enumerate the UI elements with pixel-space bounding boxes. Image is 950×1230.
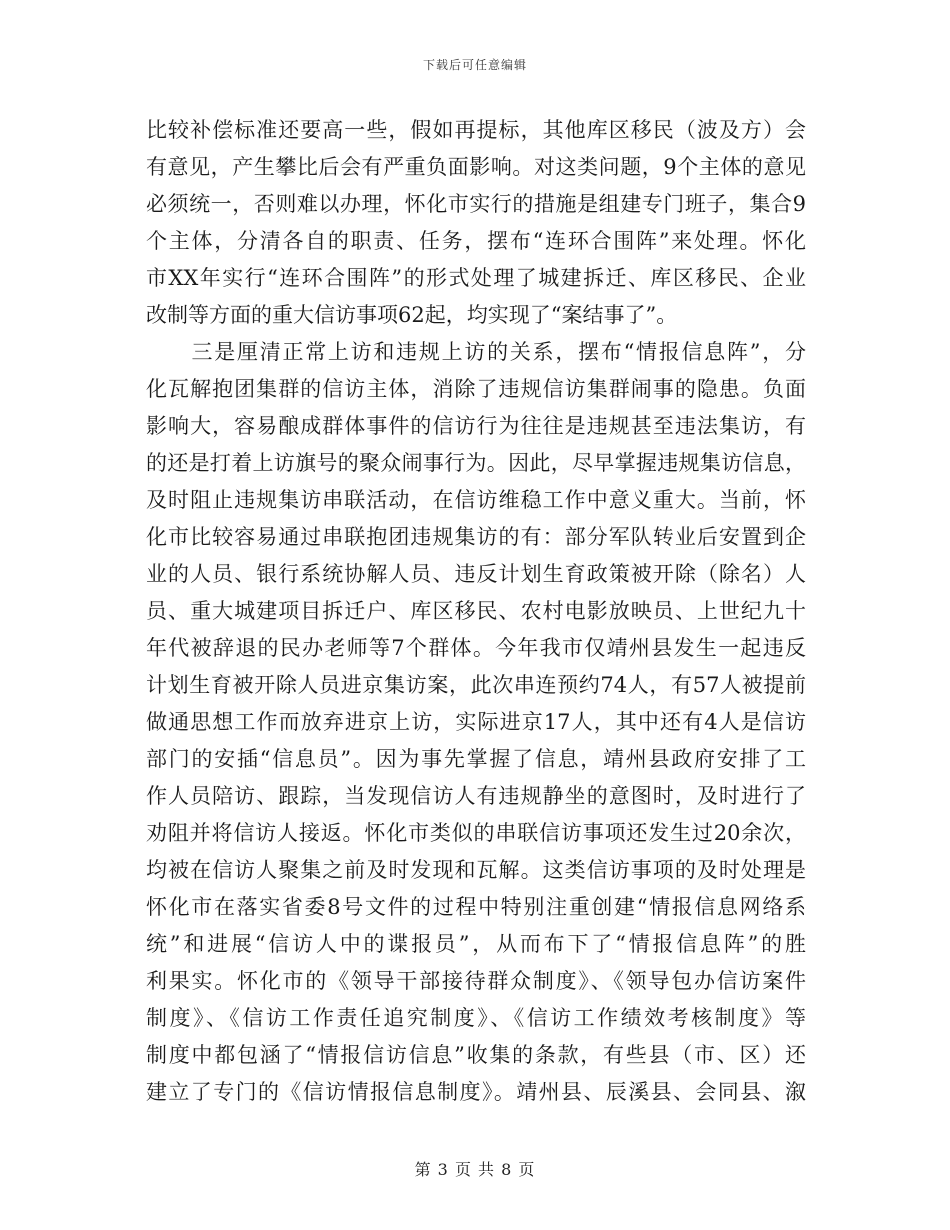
document-body xyxy=(146,112,806,1111)
text-line: 制度中都包涵了“情报信访信息”收集的条款，有些县（市、区）还 xyxy=(146,1043,806,1067)
page-number: 第 3 页 共 8 页 xyxy=(414,1160,536,1179)
text-line: 化市比较容易通过串联抱团违规集访的有：部分军队转业后安置到企 xyxy=(146,525,806,549)
text-line: 建立了专门的《信访情报信息制度》。靖州县、辰溪县、会同县、溆 xyxy=(146,1080,806,1104)
text-line: 化瓦解抱团集群的信访主体，消除了违规信访集群闹事的隐患。负面 xyxy=(146,377,806,401)
text-line: 统”和进展“信访人中的谍报员”，从而布下了“情报信息阵”的胜 xyxy=(146,932,806,956)
text-line: 比较补偿标准还要高一些，假如再提标，其他库区移民（波及方）会 xyxy=(146,118,806,142)
text-line: 计划生育被开除人员进京集访案，此次串连预约74人，有57人被提前 xyxy=(146,673,806,697)
text-line: 作人员陪访、跟踪，当发现信访人有违规静坐的意图时，及时进行了 xyxy=(146,784,806,808)
text-line: 市XX年实行“连环合围阵”的形式处理了城建拆迁、库区移民、企业 xyxy=(146,266,806,290)
text-line: 制度》、《信访工作责任追究制度》、《信访工作绩效考核制度》等 xyxy=(146,1006,806,1030)
text-line: 劝阻并将信访人接返。怀化市类似的串联信访事项还发生过20余次， xyxy=(146,821,806,845)
text-line: 业的人员、银行系统协解人员、违反计划生育政策被开除（除名）人 xyxy=(146,562,806,586)
text-line: 利果实。怀化市的《领导干部接待群众制度》、《领导包办信访案件 xyxy=(146,969,806,993)
text-line: 员、重大城建项目拆迁户、库区移民、农村电影放映员、上世纪九十 xyxy=(146,599,806,623)
text-line: 年代被辞退的民办老师等7个群体。今年我市仅靖州县发生一起违反 xyxy=(146,636,806,660)
page-header-note: 下载后可任意编辑 xyxy=(422,58,527,72)
text-line: 及时阻止违规集访串联活动，在信访维稳工作中意义重大。当前，怀 xyxy=(146,488,806,512)
text-line: 的还是打着上访旗号的聚众闹事行为。因此，尽早掌握违规集访信息， xyxy=(146,451,806,475)
text-line: 均被在信访人聚集之前及时发现和瓦解。这类信访事项的及时处理是 xyxy=(146,858,806,882)
text-line: 做通思想工作而放弃进京上访，实际进京17人，其中还有4人是信访 xyxy=(146,710,806,734)
text-line: 影响大，容易酿成群体事件的信访行为往往是违规甚至违法集访，有 xyxy=(146,414,806,438)
text-line: 部门的安插“信息员”。因为事先掌握了信息，靖州县政府安排了工 xyxy=(146,747,806,771)
text-line: 个主体，分清各自的职责、任务，摆布“连环合围阵”来处理。怀化 xyxy=(146,229,806,253)
text-line: 有意见，产生攀比后会有严重负面影响。对这类问题，9个主体的意见 xyxy=(146,155,806,179)
text-line: 怀化市在落实省委8号文件的过程中特别注重创建“情报信息网络系 xyxy=(146,895,806,919)
text-line: 三是厘清正常上访和违规上访的关系，摆布“情报信息阵”，分 xyxy=(146,340,806,364)
text-line: 必须统一，否则难以办理，怀化市实行的措施是组建专门班子，集合9 xyxy=(146,192,806,216)
text-line: 改制等方面的重大信访事项62起，均实现了“案结事了”。 xyxy=(146,303,678,327)
